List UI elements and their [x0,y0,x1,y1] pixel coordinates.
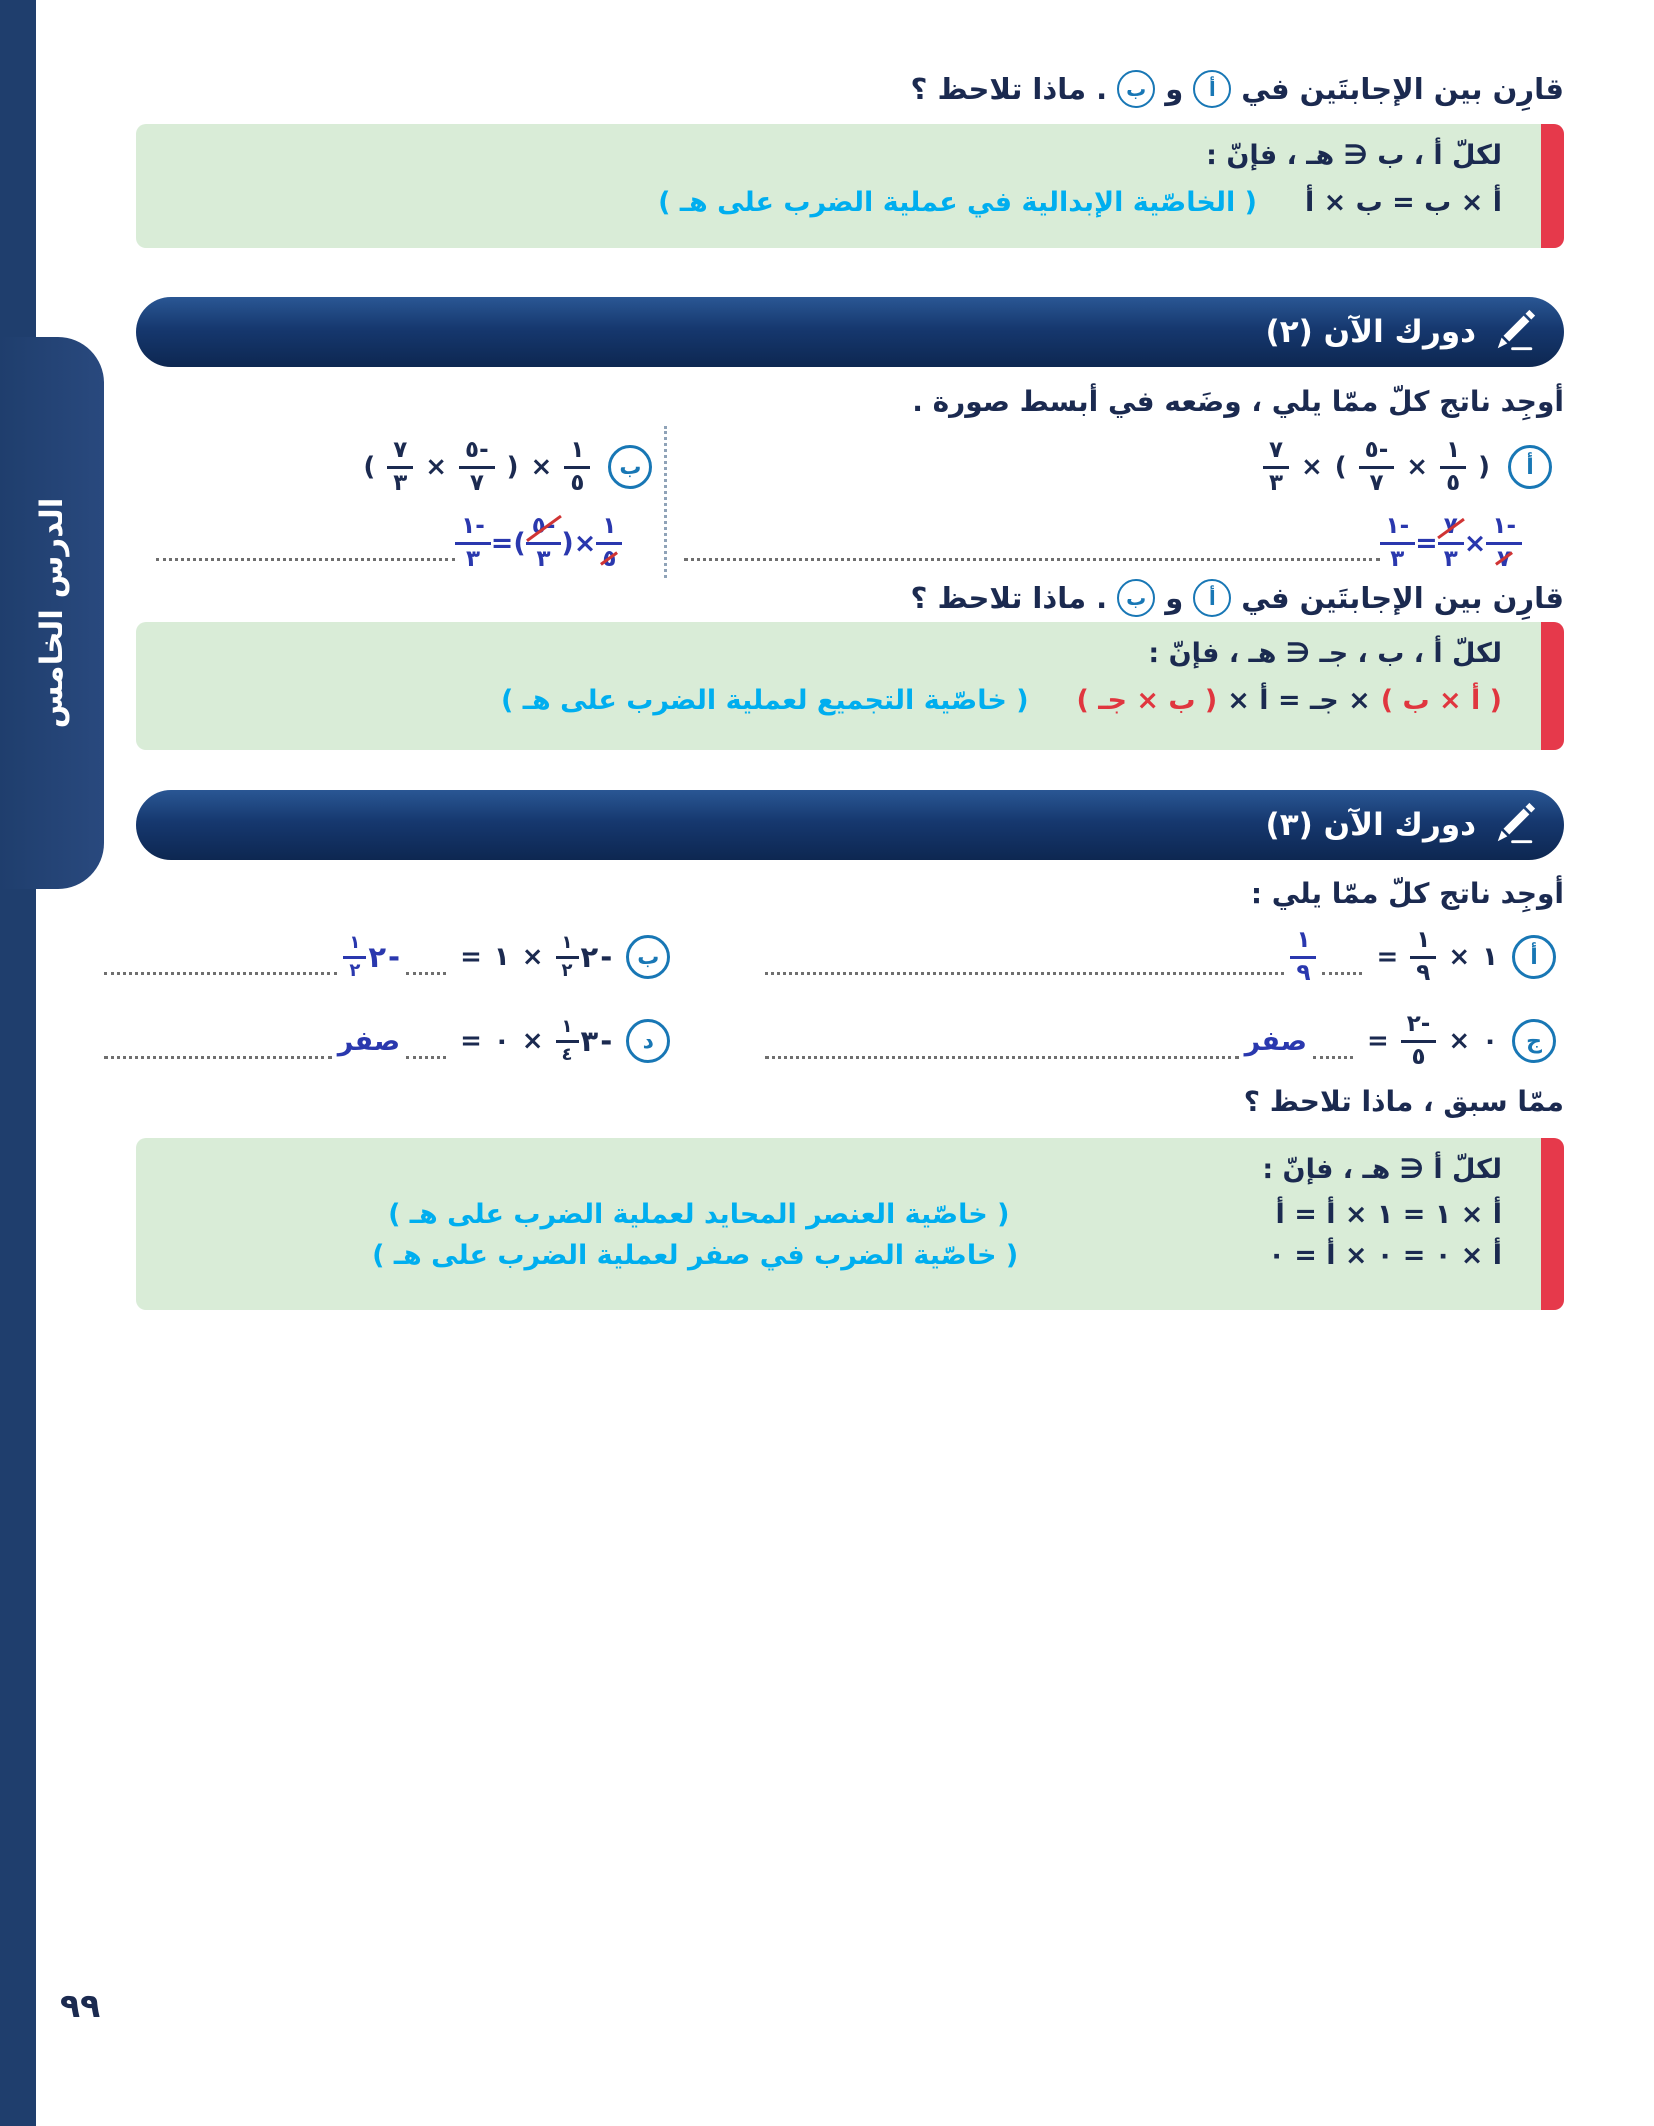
fraction: $\frac{١}{٥}$ [596,514,622,573]
fraction: $\frac{١-}{٧}$ [1486,514,1522,573]
compare-question-1 [136,70,1564,108]
math-token: ١ [1482,942,1498,972]
your-turn-3-banner [136,790,1564,860]
fraction: $\frac{٥-}{٣}$ [526,514,562,573]
fraction: $\frac{١}{٥}$ [564,438,590,497]
math-token: ) [561,527,574,559]
dot-leader [684,558,1379,561]
rule3-identity-equation: أ × ١ = ١ × أ = أ [1275,1199,1502,1230]
fraction: $\frac{١}{٢}$ [343,933,366,980]
task2-problem-b [136,426,664,581]
math-token: × [1463,527,1487,559]
problem-b-handwritten-answer [104,933,446,980]
rule2-property-name: ( خاصّية التجميع لعملية الضرب على هـ ) [500,685,1029,716]
problem-b-label-circle: ب [608,445,652,489]
rule-box-red-bar [1541,1138,1564,1310]
dot-leader [765,1056,1238,1059]
task3-instruction: أوجِد ناتج كلّ ممّا يلي : [1250,877,1564,910]
mixed-number: $\frac{١}{٢}$ ٢ - [343,933,400,980]
task3-problems [136,924,1564,1074]
choice-b-circle: ب [1117,579,1155,617]
lesson-tab [0,337,104,889]
math-token: ) [506,452,519,482]
math-token: صفر [337,1025,401,1057]
rule2-middle: × جـ = أ × [1227,685,1371,716]
rule1-equation: أ × ب = ب × أ [1304,187,1502,218]
your-turn-3-title: دورك الآن (٣) [1265,807,1476,843]
question-text-part2: . ماذا تلاحظ ؟ [910,72,1108,106]
problem-d-expression [460,1017,612,1064]
rule2-condition: لكلّ أ ، ب ، جـ ∈ هـ ، فإنّ : [1148,638,1502,669]
page-number: ٩٩ [60,1986,101,2025]
fraction: $\frac{٧}{٣}$ [1263,438,1289,497]
rule2-equation [1077,685,1502,716]
writing-hand-icon [1492,800,1538,850]
math-token: ( [363,452,376,482]
math-token: × [1300,452,1323,482]
math-token: ( [1334,452,1347,482]
rule-box-identity-zero [136,1138,1564,1310]
math-token: × [1448,1026,1471,1056]
problem-c-handwritten-answer [765,1026,1353,1057]
fraction: $\frac{١}{٥}$ [1440,438,1466,497]
math-token: ) [1478,452,1490,482]
problem-c-expression [1367,1012,1498,1071]
question-text-conjunction: و [1165,581,1184,615]
your-turn-2-banner [136,297,1564,367]
dot-leader [406,972,446,975]
mixed-number: $\frac{١}{٤}$ ٣ - [556,1017,613,1064]
problem-c-label-circle: ج [1512,1019,1556,1063]
task2-problems [136,426,1564,581]
rule3-identity-property-name: ( خاصّية العنصر المحايد لعملية الضرب على هـ ) [388,1199,1010,1230]
math-token: = [1415,527,1438,559]
math-token: ٠ [1482,1026,1498,1056]
fraction: $\frac{١}{٤}$ [556,1017,579,1064]
task2-problem-a [664,426,1564,581]
math-token: ١ [493,942,510,972]
rule2-group2: ( ب × جـ ) [1076,685,1218,716]
rule1-condition: لكلّ أ ، ب ∈ هـ ، فإنّ : [1206,140,1502,171]
task3-problem-b [104,924,725,990]
math-token: × [425,452,448,482]
problem-b-expression [460,933,612,980]
question-text-part1: قارِن بين الإجابتَين في [1241,581,1564,615]
dot-leader [104,1056,332,1059]
question-text-part2: . ماذا تلاحظ ؟ [910,581,1108,615]
rule-box-red-bar [1541,124,1564,248]
writing-hand-icon [1492,307,1538,357]
problem-a-expression [1376,928,1498,987]
rule-box-red-bar [1541,622,1564,750]
question-text-conjunction: و [1165,72,1184,106]
fraction: $\frac{١-}{٣}$ [1380,514,1416,573]
compare-question-2 [136,579,1564,617]
dot-leader [1322,972,1362,975]
problem-d-label-circle: د [626,1019,670,1063]
fraction: $\frac{٥-}{٧}$ [1359,438,1395,497]
choice-a-circle: أ [1193,70,1231,108]
task3-problem-d [104,1008,725,1074]
fraction: $\frac{٧}{٣}$ [1438,514,1464,573]
dot-leader [156,558,455,561]
rule-box-associative [136,622,1564,750]
lesson-tab-label: الدرس الخامس [34,497,70,729]
problem-b-handwritten-answer [148,508,652,578]
math-token: × [1406,452,1429,482]
rule3-condition: لكلّ أ ∈ هـ ، فإنّ : [1262,1154,1502,1185]
problem-b-expression [363,438,590,497]
problem-a-expression [1263,438,1490,497]
rule1-property-name: ( الخاصّية الإبدالية في عملية الضرب على هـ ) [658,187,1257,218]
rule3-zero-equation: أ × ٠ = ٠ × أ = ٠ [1268,1240,1502,1271]
math-token: ٠ [493,1026,510,1056]
fraction: $\frac{١}{٩}$ [1410,928,1436,987]
task3-problem-c [765,1008,1556,1074]
dot-leader [104,972,337,975]
question-text-part1: قارِن بين الإجابتَين في [1241,72,1564,106]
choice-b-circle: ب [1117,70,1155,108]
rule-box-commutative [136,124,1564,248]
fraction: $\frac{١}{٢}$ [556,933,579,980]
dot-leader [765,972,1284,975]
problem-d-handwritten-answer [104,1026,446,1057]
rule3-zero-property-name: ( خاصّية الضرب في صفر لعملية الضرب على هـ ) [372,1240,1019,1271]
fraction: $\frac{٧}{٣}$ [387,438,413,497]
math-token: × [530,452,553,482]
math-token: ( [513,527,526,559]
dot-leader [1313,1056,1353,1059]
task3-problem-a [765,924,1556,990]
sidebar-strip [0,0,36,2126]
problem-a-handwritten-answer [676,508,1552,578]
task2-instruction: أوجِد ناتج كلّ ممّا يلي ، وضَعه في أبسط صورة . [912,385,1564,418]
math-token: × [521,942,544,972]
column-divider [664,426,667,578]
your-turn-2-title: دورك الآن (٢) [1265,314,1476,350]
observation-question: ممّا سبق ، ماذا تلاحظ ؟ [1243,1085,1564,1118]
math-token: = [490,527,514,559]
rule2-group1: ( أ × ب ) [1380,685,1502,716]
choice-a-circle: أ [1193,579,1231,617]
math-token: صفر [1244,1025,1307,1057]
math-token: × [521,1026,544,1056]
problem-a-handwritten-answer [765,928,1362,987]
math-token: = [460,942,482,972]
fraction: $\frac{٥-}{٧}$ [459,438,495,497]
problem-a-label-circle: أ [1508,445,1552,489]
fraction: $\frac{١-}{٣}$ [455,514,491,573]
math-token: × [1448,942,1471,972]
fraction: $\frac{١}{٩}$ [1290,928,1316,987]
math-token: = [460,1026,482,1056]
math-token: = [1366,1026,1389,1056]
problem-a-label-circle: أ [1512,935,1556,979]
mixed-number: $\frac{١}{٢}$ ٢ - [556,933,613,980]
dot-leader [406,1056,446,1059]
problem-b-label-circle: ب [626,935,670,979]
fraction: $\frac{٢-}{٥}$ [1401,1012,1437,1071]
math-token: × [573,527,597,559]
math-token: = [1376,942,1399,972]
